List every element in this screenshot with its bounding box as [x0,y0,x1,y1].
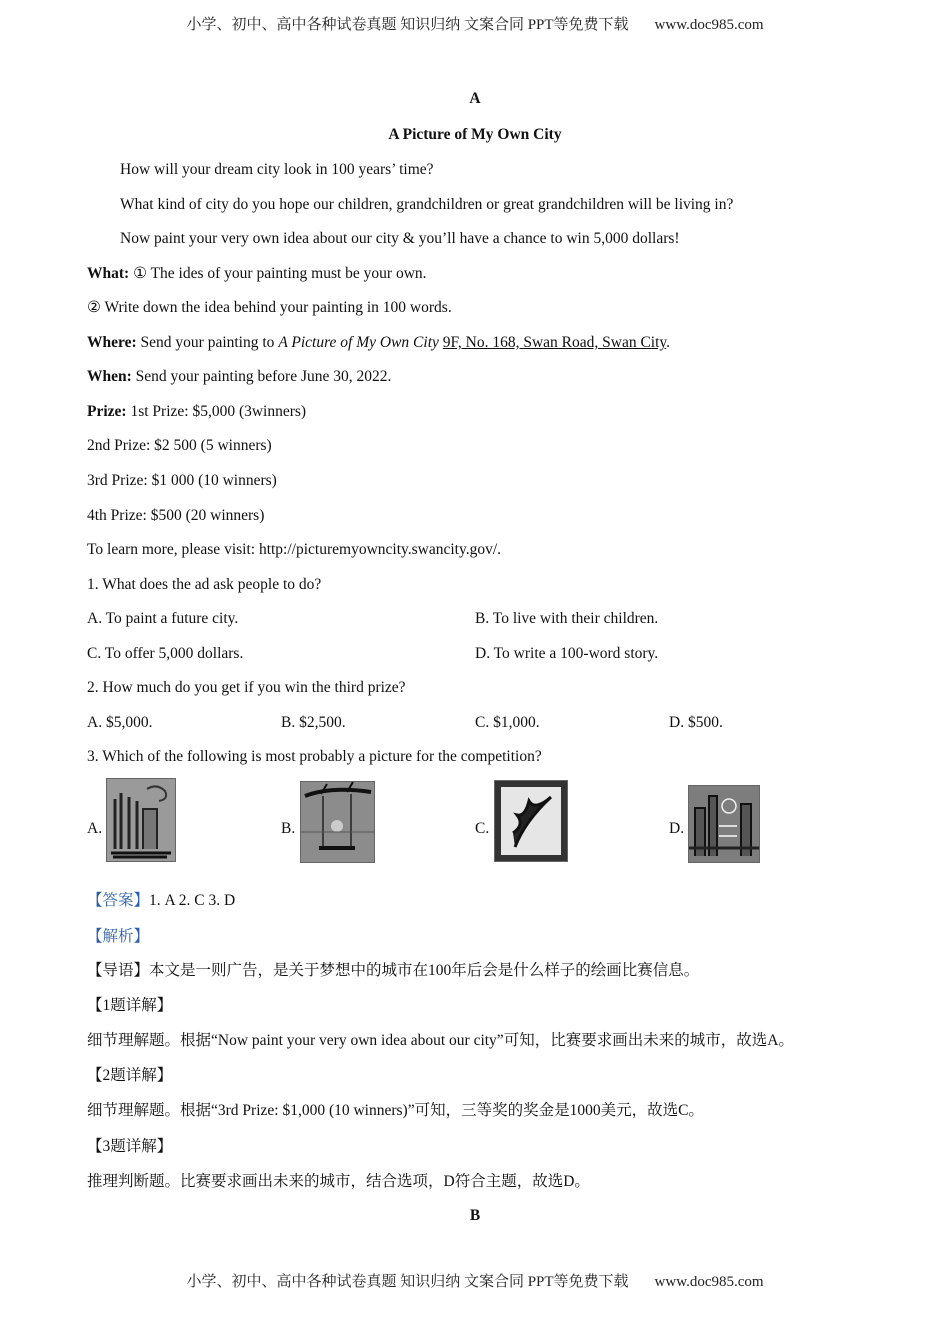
analysis-label: 【解析】 [87,928,150,945]
q1-stem: 1. What does the ad ask people to do? [87,576,322,593]
q3-picture-d [688,785,760,863]
q1-option-b: B. To live with their children. [475,610,659,627]
where-text: Send your painting to [136,334,279,351]
detail-2-label: 【2题详解】 [87,1067,173,1084]
q1-option-a: A. To paint a future city. [87,610,239,627]
page-footer [0,1270,950,1291]
q1-option-d: D. To write a 100-word story. [475,645,659,662]
prize-label: Prize: [87,403,127,420]
q2-option-d: D. $500. [669,714,723,731]
detail-3-text: 推理判断题。比赛要求画出未来的城市，结合选项，D符合主题，故选D。 [87,1173,590,1190]
q2-option-b: B. $2,500. [281,714,346,731]
prize-line-1 [87,402,306,422]
when-text: Send your painting before June 30, 2022. [131,368,392,385]
answer-label: 【答案】 [87,892,150,909]
what-line-1 [87,264,427,284]
what-line-2: ② Write down the idea behind your painting in 100 words. [87,299,452,316]
what-text-1: ① The ides of your painting must be your own. [129,265,427,282]
section-b-heading: B [469,1207,481,1224]
prize-second: 2nd Prize: $2 500 (5 winners) [87,437,272,454]
where-address: 9F, No. 168, Swan Road, Swan City [442,334,667,351]
prize-third: 3rd Prize: $1 000 (10 winners) [87,472,277,489]
framed-leaf-sketch-icon [495,781,567,861]
passage-title: A Picture of My Own City [388,126,562,143]
q3-option-d-label: D. [669,820,685,837]
footer-text: 小学、初中、高中各种试卷真题 知识归纳 文案合同 PPT等免费下载 [186,1274,629,1290]
footer-site: www.doc985.com [654,1274,764,1290]
q3-stem: 3. Which of the following is most probably a picture for the competition? [87,748,542,765]
answer-text: 1. A 2. C 3. D [149,892,236,909]
q3-picture-a [106,778,176,862]
answer-line [87,891,235,911]
learn-more: To learn more, please visit: http://picturemyowncity.swancity.gov/. [87,541,502,558]
factory-sketch-icon [107,779,175,861]
q2-option-c: C. $1,000. [475,714,540,731]
header-site: www.doc985.com [654,17,764,33]
intro-line-1: How will your dream city look in 100 years’ time? [120,161,434,178]
intro-line-2: What kind of city do you hope our children, grandchildren or great grandchildren will be living in? [120,196,734,213]
detail-2-text: 细节理解题。根据“3rd Prize: $1,000 (10 winners)”可知，三等奖的奖金是1000美元，故选C。 [87,1102,704,1119]
detail-3-label: 【3题详解】 [87,1138,173,1155]
where-end: . [666,334,671,351]
what-label: What: [87,265,130,282]
when-label: When: [87,368,132,385]
q2-stem: 2. How much do you get if you win the third prize? [87,679,406,696]
q3-option-b-label: B. [281,820,296,837]
q1-option-c: C. To offer 5,000 dollars. [87,645,244,662]
q2-option-a: A. $5,000. [87,714,153,731]
intro-line-3: Now paint your very own idea about our city & you’ll have a chance to win 5,000 dollars! [120,230,680,247]
detail-1-label: 【1题详解】 [87,997,173,1014]
where-line [87,333,670,353]
prize-fourth: 4th Prize: $500 (20 winners) [87,507,265,524]
section-a-heading: A [469,90,481,107]
guide-text: 【导语】本文是一则广告，是关于梦想中的城市在100年后会是什么样子的绘画比赛信息。 [87,962,700,979]
q3-option-c-label: C. [475,820,490,837]
where-label: Where: [87,334,137,351]
where-italic: A Picture of My Own City [278,334,439,351]
future-city-sketch-icon [689,786,759,862]
swing-tree-sketch-icon [301,782,374,862]
q3-option-a-label: A. [87,820,103,837]
page-header [0,13,950,34]
q3-picture-c [494,780,568,862]
detail-1-text: 细节理解题。根据“Now paint your very own idea about our city”可知，比赛要求画出未来的城市，故选A。 [87,1032,794,1049]
prize-first: 1st Prize: $5,000 (3winners) [126,403,307,420]
q3-picture-b [300,781,375,863]
when-line [87,367,391,387]
header-text: 小学、初中、高中各种试卷真题 知识归纳 文案合同 PPT等免费下载 [186,17,629,33]
